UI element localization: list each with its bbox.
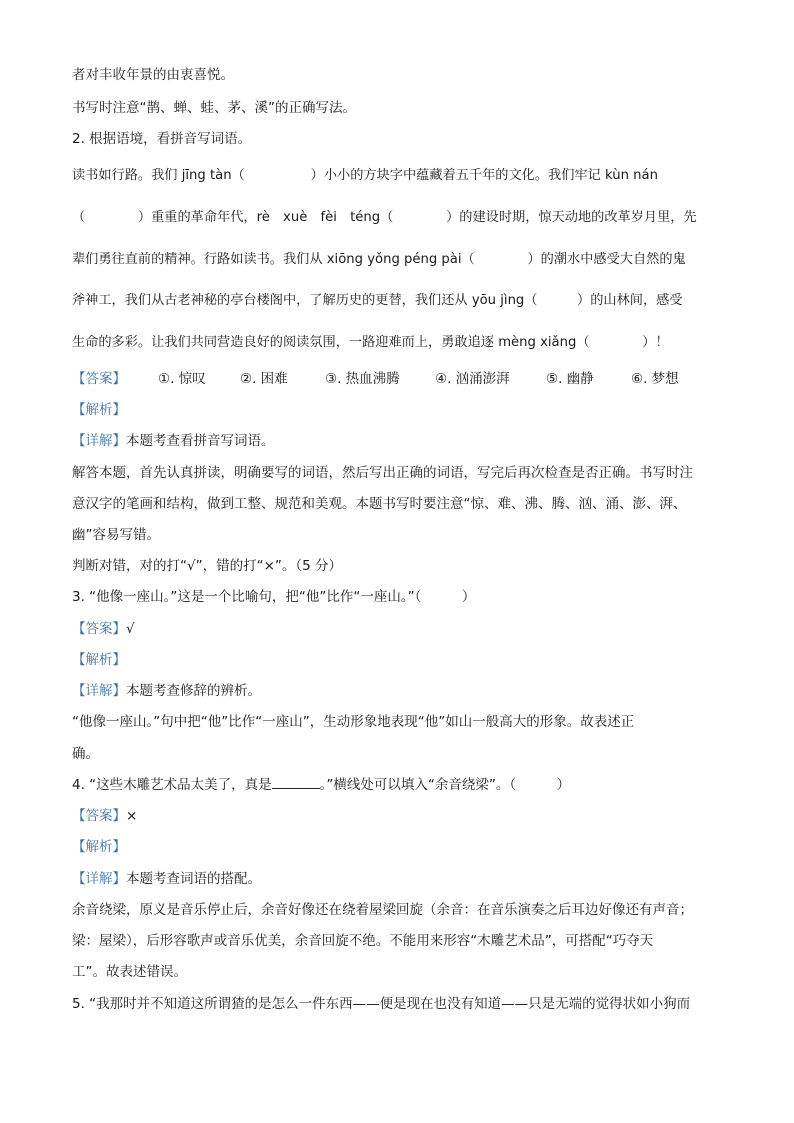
text-line: 辈们勇往直前的精神。行路如读书。我们从 xiōng yǒng péng pài（ ）的潮水中感受大自然的鬼: [72, 252, 686, 267]
text-line: “他像一座山。”句中把“他”比作“一座山”，生动形象地表现“他”如山一般高大的形象。故表述正: [72, 714, 635, 730]
answer-tag: 【答案】: [72, 621, 126, 637]
text-line: 者对丰收年景的由衷喜悦。: [72, 67, 234, 83]
text-line: 意汉字的笔画和结构，做到工整、规范和美观。本题书写时要注意“惊、难、沸、腾、汹、涌、澎、湃、: [72, 496, 687, 512]
text-line: 工”。故表述错误。: [72, 964, 187, 980]
section-instruction: 判断对错，对的打“√”，错的打“×”。（5 分）: [72, 558, 343, 574]
fill-blank-line: [272, 776, 320, 789]
answer-item: ②. 困难: [240, 371, 288, 387]
text-line: 解答本题，首先认真拼读，明确要写的词语，然后写出正确的词语，写完后再次检查是否正确。书写时注: [72, 465, 693, 481]
answer-value: √: [126, 621, 135, 637]
detail-tag: 【详解】: [72, 871, 126, 887]
question-4-part2: 。”横线处可以填入“余音绕梁”。（ ）: [319, 777, 571, 793]
detail-tag: 【详解】: [72, 433, 126, 449]
text-line: 梁：屋梁），后形容歌声或音乐优美，余音回旋不绝。不能用来形容“木雕艺术品”，可搭配“巧夺天: [72, 933, 654, 949]
question-4-title: [72, 776, 570, 794]
analysis-tag: 【解析】: [72, 839, 126, 855]
answer-value: ×: [126, 808, 138, 824]
explanation-line: [72, 682, 261, 700]
question-5-title: 5. “我那时并不知道这所谓猹的是怎么一件东西——便是现在也没有知道——只是无端的觉得状如小狗而: [72, 996, 691, 1012]
detail-tag: 【详解】: [72, 683, 126, 699]
answer-item: ③. 热血沸腾: [325, 371, 400, 387]
answer-item: ⑥. 梦想: [631, 371, 679, 387]
text-line: 生命的多彩。让我们共同营造良好的阅读氛围，一路迎难而上，勇敢追逐 mèng xiǎng（ ）！: [72, 335, 669, 350]
text-line: 余音绕梁，原义是音乐停止后，余音好像还在绕着屋梁回旋（余音：在音乐演奏之后耳边好像还有声音；: [72, 902, 693, 918]
text-line: 读书如行路。我们 jīng tàn（ ）小小的方块字中蕴藏着五千年的文化。我们牢记 kùn nán: [72, 168, 658, 183]
question-3-title: 3. “他像一座山。”这是一个比喻句，把“他”比作“一座山。”（ ）: [72, 589, 476, 605]
text-line: 斧神工，我们从古老神秘的亭台楼阁中，了解历史的更替，我们还从 yōu jìng（ ）的山林间，感受: [72, 293, 683, 308]
text-line: （ ）重重的革命年代，rè xuè fèi téng（ ）的建设时期，惊天动地的改革岁月里，先: [72, 210, 697, 225]
detail-text: 本题考查词语的搭配。: [126, 871, 261, 887]
explanation-line: [72, 870, 261, 888]
detail-text: 本题考查修辞的辨析。: [126, 683, 261, 699]
question-4-part1: 4. “这些木雕艺术品太美了，真是: [72, 777, 272, 793]
answer-tag: 【答案】: [72, 371, 126, 387]
text-line: 确。: [72, 746, 99, 762]
question-2-title: 2. 根据语境，看拼音写词语。: [72, 131, 252, 147]
explanation-line: [72, 432, 275, 450]
answer-item: ④. 汹涌澎湃: [435, 371, 510, 387]
text-line: 幽”容易写错。: [72, 527, 160, 543]
answer-item: ⑤. 幽静: [546, 371, 594, 387]
answer-line: [72, 807, 137, 825]
answer-item: ①. 惊叹: [158, 371, 206, 387]
detail-text: 本题考查看拼音写词语。: [126, 433, 275, 449]
text-line: 书写时注意“鹊、蝉、蛙、茅、溪”的正确写法。: [72, 100, 356, 116]
answer-line: [72, 620, 135, 638]
analysis-tag: 【解析】: [72, 652, 126, 668]
analysis-tag: 【解析】: [72, 402, 126, 418]
answer-tag: 【答案】: [72, 808, 126, 824]
